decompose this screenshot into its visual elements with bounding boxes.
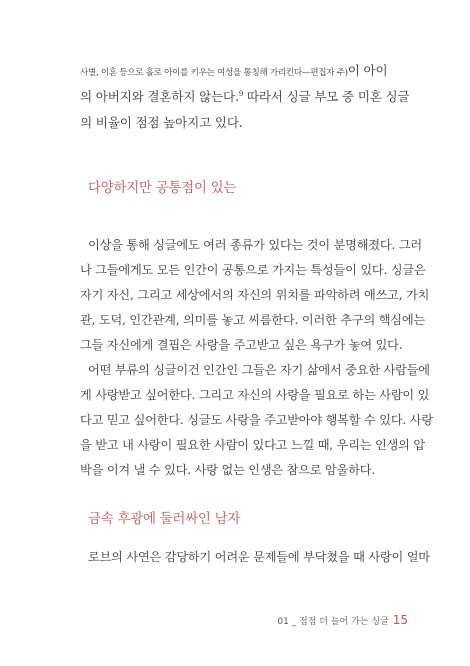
page-number: 15	[392, 613, 408, 627]
page-footer	[277, 613, 408, 627]
section1-line-9: 을 받고 내 사랑이 필요한 사람이 있다고 느낄 때, 우리는 인생의 압	[80, 438, 425, 452]
section1-line-2: 나 그들에게도 모든 인간이 공통으로 가지는 특성들이 있다. 싱글은	[80, 263, 426, 277]
section1-line-8: 다고 믿고 싶어한다. 싱글도 사랑을 주고받아야 행복할 수 있다. 사랑	[80, 413, 433, 427]
intro-line-1	[80, 63, 387, 81]
section-heading-1: 다양하지만 공통점이 있는	[88, 180, 237, 196]
footnote-inline-note: 사별, 이혼 등으로 홀로 아이를 키우는 여성을 통칭해 가리킨다—편집자 주)	[80, 68, 348, 78]
intro-line-3: 의 비율이 점점 높아지고 있다.	[80, 115, 243, 130]
section1-line-7: 게 사랑받고 싶어한다. 그리고 자신의 사랑을 필요로 하는 사람이 있	[80, 388, 430, 402]
section1-line-3: 자기 자신, 그리고 세상에서의 자신의 위치를 파악하려 애쓰고, 가치	[80, 288, 430, 302]
running-title: 01 _ 점점 더 늘어 가는 싱글	[277, 617, 389, 627]
footnote-marker: 9	[238, 89, 244, 98]
section1-line-6: 어떤 부류의 싱글이건 인간인 그들은 자기 삶에서 중요한 사람들에	[88, 363, 430, 377]
section1-line-10: 박을 이겨 낼 수 있다. 사랑 없는 인생은 참으로 암울하다.	[80, 463, 376, 477]
section2-line-1: 로브의 사연은 감당하기 어려운 문제들에 부닥쳤을 때 사랑이 얼마	[88, 550, 430, 564]
section1-line-1: 이상을 통해 싱글에도 여러 종류가 있다는 것이 분명해졌다. 그러	[88, 238, 422, 252]
section1-line-4: 관, 도덕, 인간관계, 의미를 놓고 씨름한다. 이러한 추구의 핵심에는	[80, 313, 425, 327]
intro-line-1-tail: 이 아이	[347, 63, 388, 78]
section-heading-2: 금속 후광에 둘러싸인 남자	[88, 511, 241, 527]
intro-line-2: 의 아버지와 결혼하지 않는다.$^9$ 따라서 싱글 부모 중 미혼 싱글	[80, 89, 410, 104]
section1-line-5: 그들 자신에게 결핍은 사랑을 주고받고 싶은 욕구가 놓여 있다.	[80, 338, 403, 352]
